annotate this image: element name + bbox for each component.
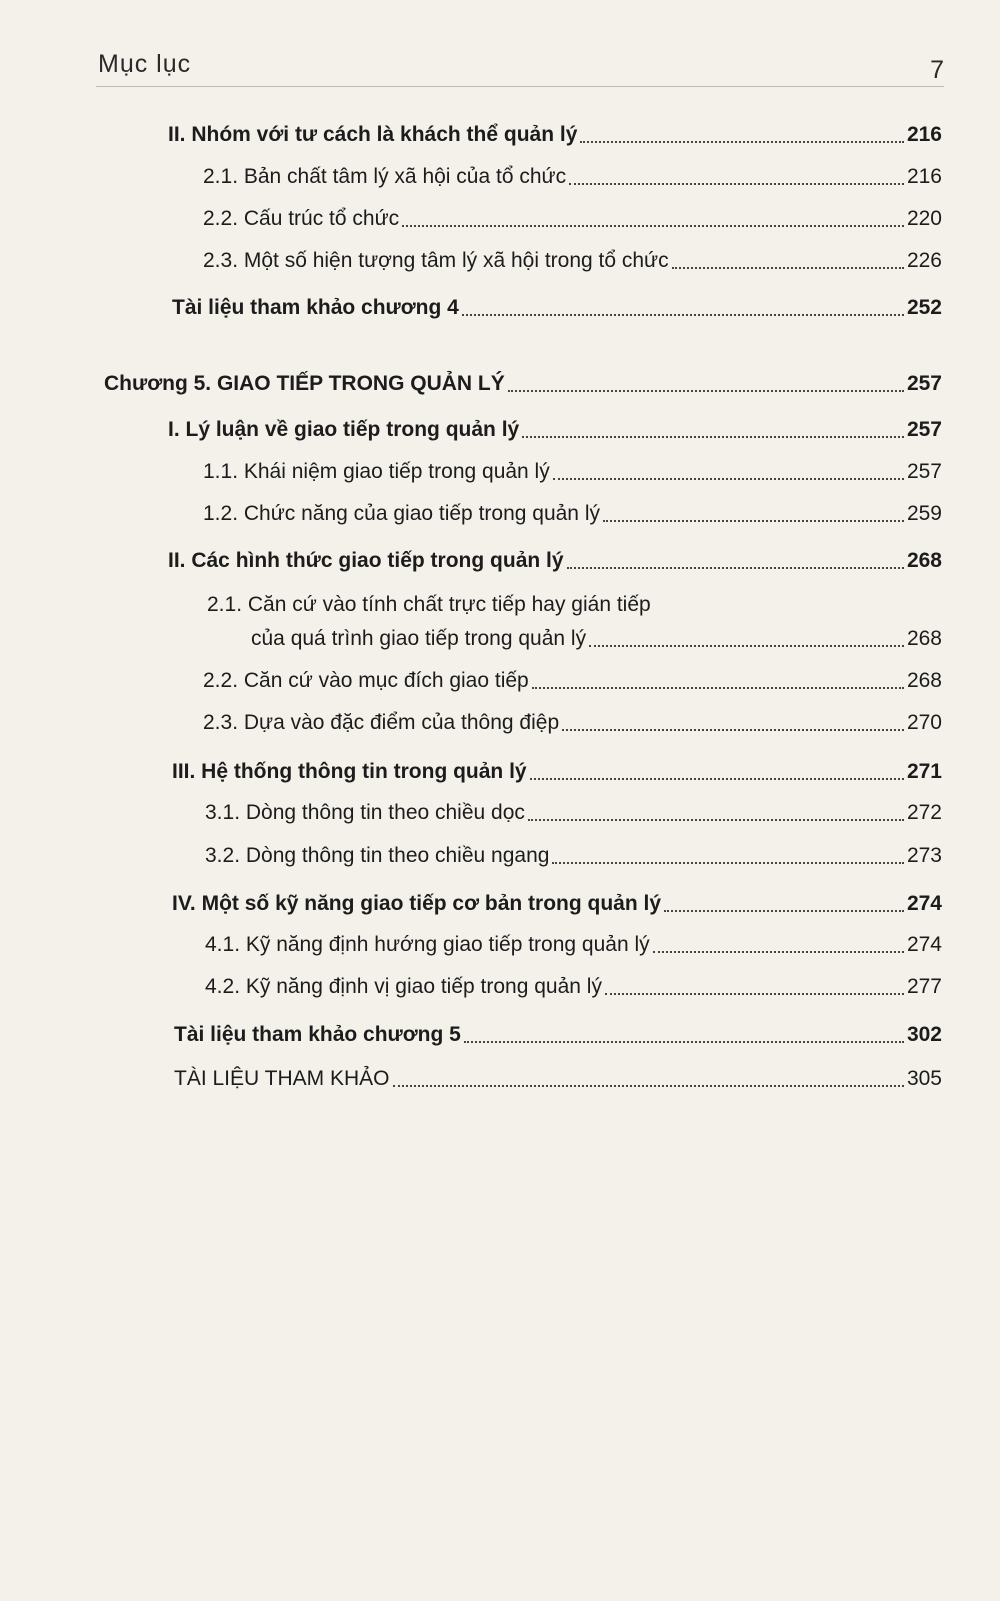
toc-entry-2-2 <box>203 206 942 232</box>
dot-leader <box>664 910 904 912</box>
toc-entry-label: 2.3. Một số hiện tượng tâm lý xã hội trong tổ chức <box>203 249 669 272</box>
dot-leader <box>605 993 904 995</box>
toc-entry-page: 305 <box>906 1067 942 1090</box>
dot-leader <box>464 1041 904 1043</box>
toc-entry-c5-section-2 <box>168 548 942 574</box>
dot-leader <box>569 183 904 185</box>
toc-entry-c5-2-1-line1: 2.1. Căn cứ vào tính chất trực tiếp hay gián tiếp <box>207 593 651 616</box>
toc-entry-page: 302 <box>906 1023 942 1046</box>
toc-entry-page: 271 <box>906 760 942 783</box>
toc-entry-references <box>174 1066 942 1092</box>
toc-entry-c5-4-1 <box>205 932 942 958</box>
toc-entry-label: 2.2. Căn cứ vào mục đích giao tiếp <box>203 669 529 692</box>
toc-entry-page: 274 <box>906 933 942 956</box>
toc-entry-c5-3-2 <box>205 843 942 869</box>
dot-leader <box>532 687 904 689</box>
toc-entry-label: II. Các hình thức giao tiếp trong quản lý <box>168 549 564 572</box>
toc-entry-page: 257 <box>906 460 942 483</box>
dot-leader <box>553 478 904 480</box>
dot-leader <box>393 1085 904 1087</box>
toc-entry-label: 4.1. Kỹ năng định hướng giao tiếp trong quản lý <box>205 933 650 956</box>
toc-entry-c5-2-3 <box>203 710 942 736</box>
dot-leader <box>528 819 904 821</box>
toc-entry-page: 270 <box>906 711 942 734</box>
toc-entry-page: 220 <box>906 207 942 230</box>
toc-entry-c5-section-4 <box>172 891 942 917</box>
toc-entry-2-1 <box>203 164 942 190</box>
toc-entry-page: 257 <box>906 372 942 395</box>
dot-leader <box>589 645 904 647</box>
toc-entry-label: 2.3. Dựa vào đặc điểm của thông điệp <box>203 711 560 734</box>
dot-leader <box>508 390 904 392</box>
dot-leader <box>580 141 904 143</box>
toc-entry-references-ch5 <box>174 1022 942 1048</box>
toc-entry-label: Chương 5. GIAO TIẾP TRONG QUẢN LÝ <box>104 372 505 395</box>
toc-entry-label: 3.2. Dòng thông tin theo chiều ngang <box>205 844 550 867</box>
toc-entry-2-3 <box>203 248 942 274</box>
toc-entry-page: 226 <box>906 249 942 272</box>
toc-entry-label: của quá trình giao tiếp trong quản lý <box>251 627 587 650</box>
toc-entry-label: TÀI LIỆU THAM KHẢO <box>174 1067 390 1090</box>
toc-entry-c5-section-3 <box>172 759 942 785</box>
toc-entry-label: IV. Một số kỹ năng giao tiếp cơ bản trong quản lý <box>172 892 662 915</box>
toc-entry-chapter-5 <box>104 371 942 397</box>
toc-entry-page: 277 <box>906 975 942 998</box>
toc-entry-label: Tài liệu tham khảo chương 5 <box>174 1023 461 1046</box>
toc-entry-c5-section-1 <box>168 417 942 443</box>
toc-entry-c5-4-2 <box>205 974 942 1000</box>
toc-entry-page: 216 <box>906 165 942 188</box>
toc-entry-c5-2-1 <box>251 626 942 652</box>
dot-leader <box>530 778 904 780</box>
toc-entry-page: 268 <box>906 549 942 572</box>
toc-entry-label: 4.2. Kỹ năng định vị giao tiếp trong quản lý <box>205 975 602 998</box>
toc-entry-references-ch4 <box>172 295 942 321</box>
dot-leader <box>672 267 904 269</box>
dot-leader <box>653 951 904 953</box>
dot-leader <box>402 225 904 227</box>
dot-leader <box>522 436 904 438</box>
toc-entry-label: II. Nhóm với tư cách là khách thể quản lý <box>168 123 578 146</box>
toc-entry-c5-1-2 <box>203 501 942 527</box>
dot-leader <box>567 567 904 569</box>
toc-entry-label: 3.1. Dòng thông tin theo chiều dọc <box>205 801 525 824</box>
toc-entry-c5-1-1 <box>203 459 942 485</box>
dot-leader <box>603 520 904 522</box>
dot-leader <box>562 729 904 731</box>
toc-entry-page: 259 <box>906 502 942 525</box>
toc-entry-page: 268 <box>906 669 942 692</box>
toc-entry-c5-2-2 <box>203 668 942 694</box>
page-number: 7 <box>930 56 944 84</box>
toc-entry-page: 257 <box>906 418 942 441</box>
toc-entry-page: 252 <box>906 296 942 319</box>
header-title: Mục lục <box>98 50 192 78</box>
toc-entry-label: III. Hệ thống thông tin trong quản lý <box>172 760 527 783</box>
toc-entry-label: 1.2. Chức năng của giao tiếp trong quản lý <box>203 502 600 525</box>
toc-entry-page: 272 <box>906 801 942 824</box>
dot-leader <box>462 314 904 316</box>
toc-entry-label: 2.1. Bản chất tâm lý xã hội của tổ chức <box>203 165 567 188</box>
toc-entry-page: 273 <box>906 844 942 867</box>
toc-entry-label: 1.1. Khái niệm giao tiếp trong quản lý <box>203 460 550 483</box>
toc-entry-page: 274 <box>906 892 942 915</box>
toc-entry-label: I. Lý luận về giao tiếp trong quản lý <box>168 418 520 441</box>
toc-entry-c5-3-1 <box>205 800 942 826</box>
toc-entry-page: 268 <box>906 627 942 650</box>
toc-entry-label: Tài liệu tham khảo chương 4 <box>172 296 459 319</box>
toc-entry-section-2 <box>168 122 942 148</box>
toc-entry-page: 216 <box>906 123 942 146</box>
dot-leader <box>552 862 904 864</box>
toc-entry-label: 2.2. Cấu trúc tổ chức <box>203 207 400 230</box>
